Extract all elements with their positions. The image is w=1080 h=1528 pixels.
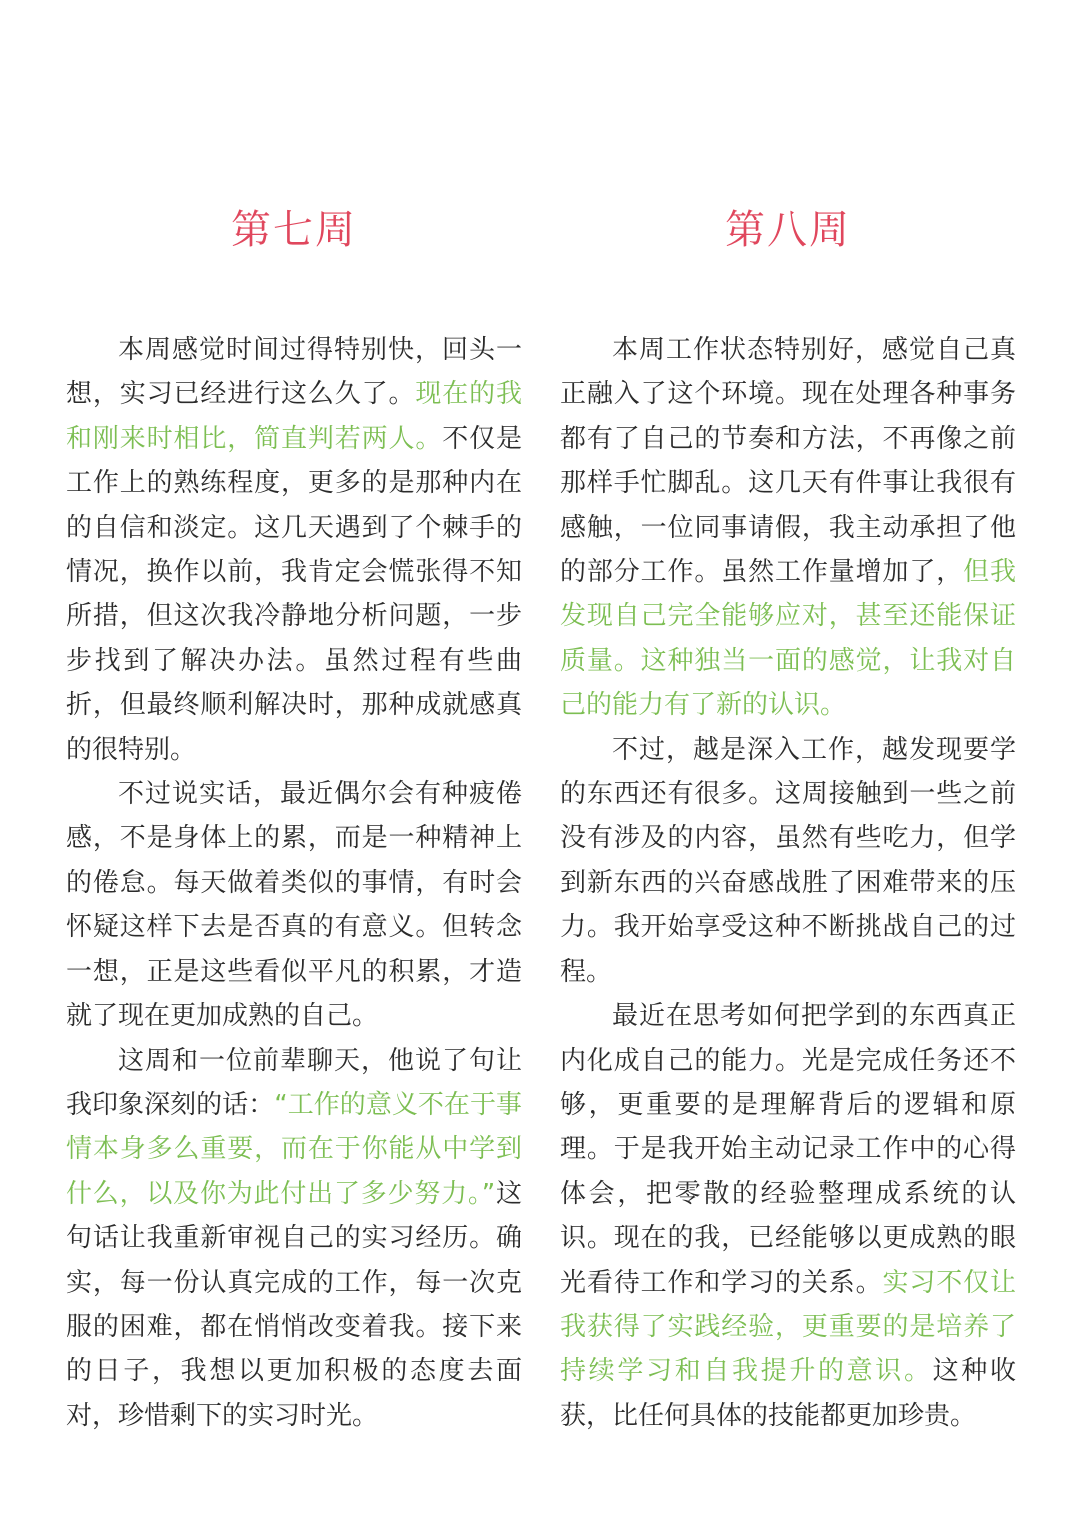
week8-body bbox=[560, 328, 1016, 1438]
week8-p3-highlight: 实习不仅让我获得了实践经验，更重要的是培养了持续学习和自我提升的意识。 bbox=[560, 1267, 1016, 1387]
week7-paragraph-1 bbox=[66, 328, 522, 772]
week8-paragraph-2 bbox=[560, 728, 1016, 994]
week8-p1-text-1: 本周工作状态特别好，感觉自己真正融入了这个环境。现在处理各种事务都有了自己的节奏和方法，不再像之前那样手忙脚乱。这几天有件事让我很有感触，一位同事请假，我主动承担了他的部分工作。虽然工作量增加了， bbox=[560, 335, 1016, 588]
week7-paragraph-3 bbox=[66, 1039, 522, 1439]
week8-paragraph-3 bbox=[560, 994, 1016, 1438]
week8-paragraph-1 bbox=[560, 328, 1016, 728]
week7-p1-text-1: 本周感觉时间过得特别快，回头一想，实习已经进行这么久了。 bbox=[66, 335, 522, 410]
week7-p1-text-2: 不仅是工作上的熟练程度，更多的是那种内在的自信和淡定。这几天遇到了个棘手的情况，换作以前，我肯定会慌张得不知所措，但这次我冷静地分析问题，一步步找到了解决办法。虽然过程有些曲折，但最终顺利解决时，那种成就感真的很特别。 bbox=[66, 423, 522, 765]
week7-p2-text-1: 不过说实话，最近偶尔会有种疲倦感，不是身体上的累，而是一种精神上的倦怠。每天做着类似的事情，有时会怀疑这样下去是否真的有意义。但转念一想，正是这些看似平凡的积累，才造就了现在更加成熟的自己。 bbox=[66, 779, 522, 1032]
week8-p3-text-1: 最近在思考如何把学到的东西真正内化成自己的能力。光是完成任务还不够，更重要的是理解背后的逻辑和原理。于是我开始主动记录工作中的心得体会，把零散的经验整理成系统的认识。现在的我，已经能够以更成熟的眼光看待工作和学习的关系。 bbox=[560, 1001, 1016, 1298]
week7-p1-highlight: 现在的我和刚来时相比，简直判若两人。 bbox=[66, 379, 522, 454]
week7-title: 第七周 bbox=[231, 207, 357, 253]
week7-paragraph-2 bbox=[66, 772, 522, 1038]
week8-p2-text-1: 不过，越是深入工作，越发现要学的东西还有很多。这周接触到一些之前没有涉及的内容，虽然有些吃力，但学到新东西的兴奋感战胜了困难带来的压力。我开始享受这种不断挑战自己的过程。 bbox=[560, 734, 1016, 987]
week7-p3-text-1: 这周和一位前辈聊天，他说了句让我印象深刻的话： bbox=[66, 1045, 522, 1120]
week7-p3-text-2: 这句话让我重新审视自己的实习经历。确实，每一份认真完成的工作，每一次克服的困难，都在悄悄改变着我。接下来的日子，我想以更加积极的态度去面对，珍惜剩下的实习时光。 bbox=[66, 1178, 522, 1431]
week8-title: 第八周 bbox=[725, 207, 851, 253]
week7-p3-highlight-quote: “工作的意义不在于事情本身多么重要，而在于你能从中学到什么，以及你为此付出了多少努力。” bbox=[66, 1089, 522, 1209]
week7-body bbox=[66, 328, 522, 1438]
week8-p3-text-2: 这种收获，比任何具体的技能都更加珍贵。 bbox=[560, 1356, 1016, 1431]
week8-p1-highlight: 但我发现自己完全能够应对，甚至还能保证质量。这种独当一面的感觉，让我对自己的能力有了新的认识。 bbox=[560, 557, 1016, 721]
